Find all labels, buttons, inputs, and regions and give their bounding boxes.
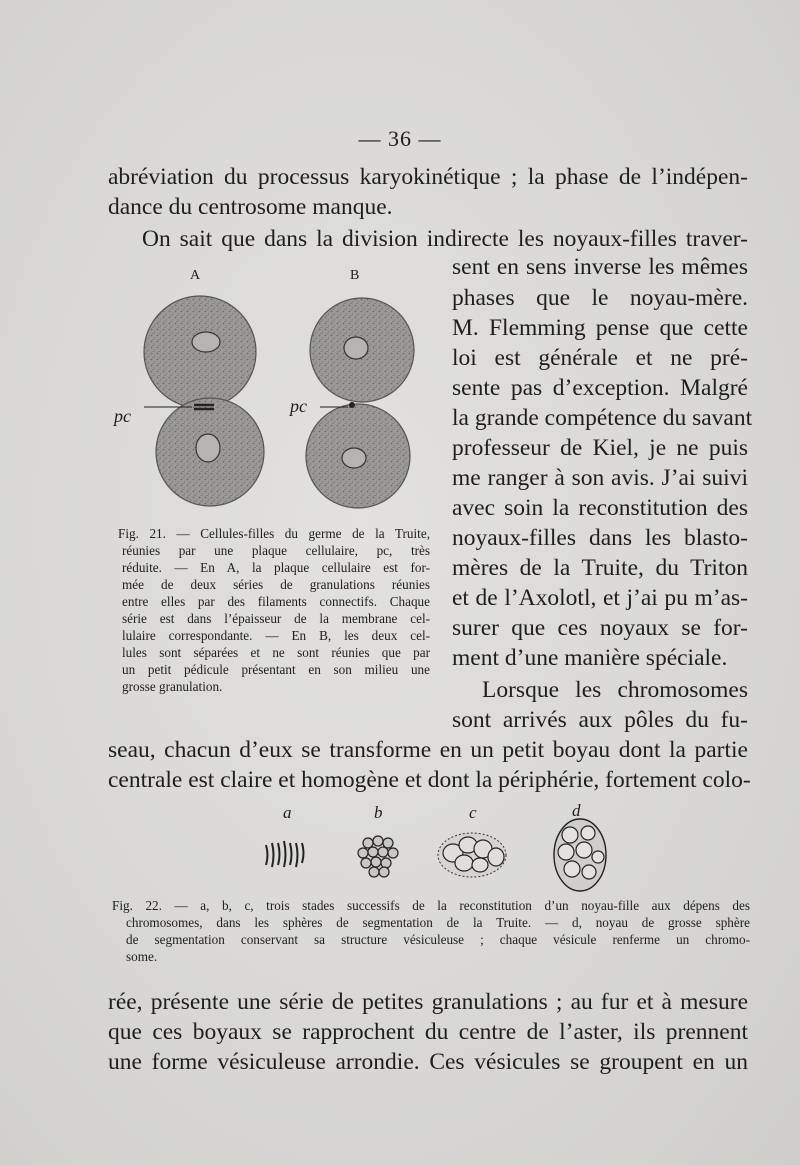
text-line: sente pas d’exception. Malgré — [452, 375, 748, 401]
text-line: mères de la Truite, du Triton — [452, 555, 748, 581]
text-line: dance du centrosome manque. — [108, 194, 393, 220]
pedicle-granulation-b — [349, 402, 355, 408]
figure-21-caption-line: série est dans l’épaisseur de la membrane cel- — [122, 611, 430, 626]
text-line: me ranger à son avis. J’ai suivi — [452, 465, 748, 491]
figure-22 — [250, 801, 630, 895]
text-line: rée, présente une série de petites granulations ; au fur et à mesure — [108, 989, 748, 1015]
text-line: sont arrivés aux pôles du fu- — [452, 707, 748, 733]
stage-a-chromosomes — [266, 841, 304, 867]
figure-21-caption-line: grosse granulation. — [122, 679, 223, 694]
figure-label-b: B — [350, 268, 360, 283]
figure-label-a: A — [190, 268, 201, 283]
figure-21 — [108, 262, 438, 522]
figure-label-pc-b: pc — [290, 396, 307, 416]
stage-b-vesicles — [358, 836, 398, 877]
text-line: seau, chacun d’eux se transforme en un petit boyau dont la partie — [108, 737, 748, 763]
text-line: centrale est claire et homogène et dont la périphérie, fortement colo- — [108, 767, 751, 793]
figure-21-caption-line: mée de deux séries de granulations réunies — [122, 577, 430, 592]
figure-21-caption-line: réunies par une plaque cellulaire, pc, très — [122, 543, 430, 558]
text-line: noyaux-filles dans les blasto- — [452, 525, 748, 551]
text-line: sent en sens inverse les mêmes — [452, 254, 748, 280]
figure-22-caption-line: chromosomes, dans les sphères de segmentation de la Truite. — d, noyau de grosse sphère — [126, 915, 750, 930]
text-line: professeur de Kiel, je ne puis — [452, 435, 748, 461]
figure-22-caption-line: de segmentation conservant sa structure vésiculeuse ; chaque vésicule renferme un chromo- — [126, 932, 750, 947]
text-line: abréviation du processus karyokinétique ; la phase de l’indépen- — [108, 164, 748, 190]
figure-22-label-d: d — [572, 801, 581, 820]
page-number: — 36 — — [358, 126, 442, 151]
text-line: phases que le noyau-mère. — [452, 285, 748, 311]
text-line: avec soin la reconstitution des — [452, 495, 748, 521]
text-line: On sait que dans la division indirecte les noyaux-filles traver- — [142, 226, 748, 252]
nucleus-a-top — [192, 332, 220, 352]
text-line: Lorsque les chromosomes — [482, 677, 748, 703]
text-line: que ces boyaux se rapprochent du centre de l’aster, ils prennent — [108, 1019, 748, 1045]
figure-22-label-a: a — [283, 803, 292, 822]
figure-21-caption-line: un petit pédicule présentant en son milieu une — [122, 662, 430, 677]
cell-a-top — [144, 296, 256, 408]
nucleus-b-bottom — [342, 448, 366, 468]
text-line: la grande compétence du savant — [452, 405, 753, 431]
figure-21-caption-line: Fig. 21. — Cellules-filles du germe de la Truite, — [118, 526, 430, 541]
text-line: surer que ces noyaux se for- — [452, 615, 748, 641]
figure-22-caption-line: some. — [126, 949, 158, 964]
figure-21-illustration — [108, 262, 438, 522]
figure-21-caption-line: entre elles par des filaments connectifs. Chaque — [122, 594, 430, 609]
figure-22-label-b: b — [374, 803, 383, 822]
nucleus-b-top — [344, 337, 368, 359]
figure-21-caption-line: réduite. — En A, la plaque cellulaire est for- — [122, 560, 430, 575]
text-line: M. Flemming pense que cette — [452, 315, 748, 341]
figure-21-caption-line: lulaire correspondante. — En B, les deux cel- — [122, 628, 430, 643]
stage-d-nucleus — [554, 819, 606, 891]
figure-22-caption-line: Fig. 22. — a, b, c, trois stades successifs de la reconstitution d’un noyau-fille aux dépens des — [112, 898, 750, 913]
stage-c-vesicles — [438, 833, 506, 877]
text-line: loi est générale et ne pré- — [452, 345, 748, 371]
text-line: une forme vésiculeuse arrondie. Ces vésicules se groupent en un — [108, 1049, 748, 1075]
figure-21-caption-line: lules sont séparées et ne sont réunies que par — [122, 645, 430, 660]
text-line: et de l’Axolotl, et j’ai pu m’as- — [452, 585, 748, 611]
text-line: ment d’une manière spéciale. — [452, 645, 728, 671]
nucleus-a-bottom — [196, 434, 220, 462]
figure-label-pc-a: pc — [114, 406, 131, 426]
figure-22-label-c: c — [469, 803, 477, 822]
